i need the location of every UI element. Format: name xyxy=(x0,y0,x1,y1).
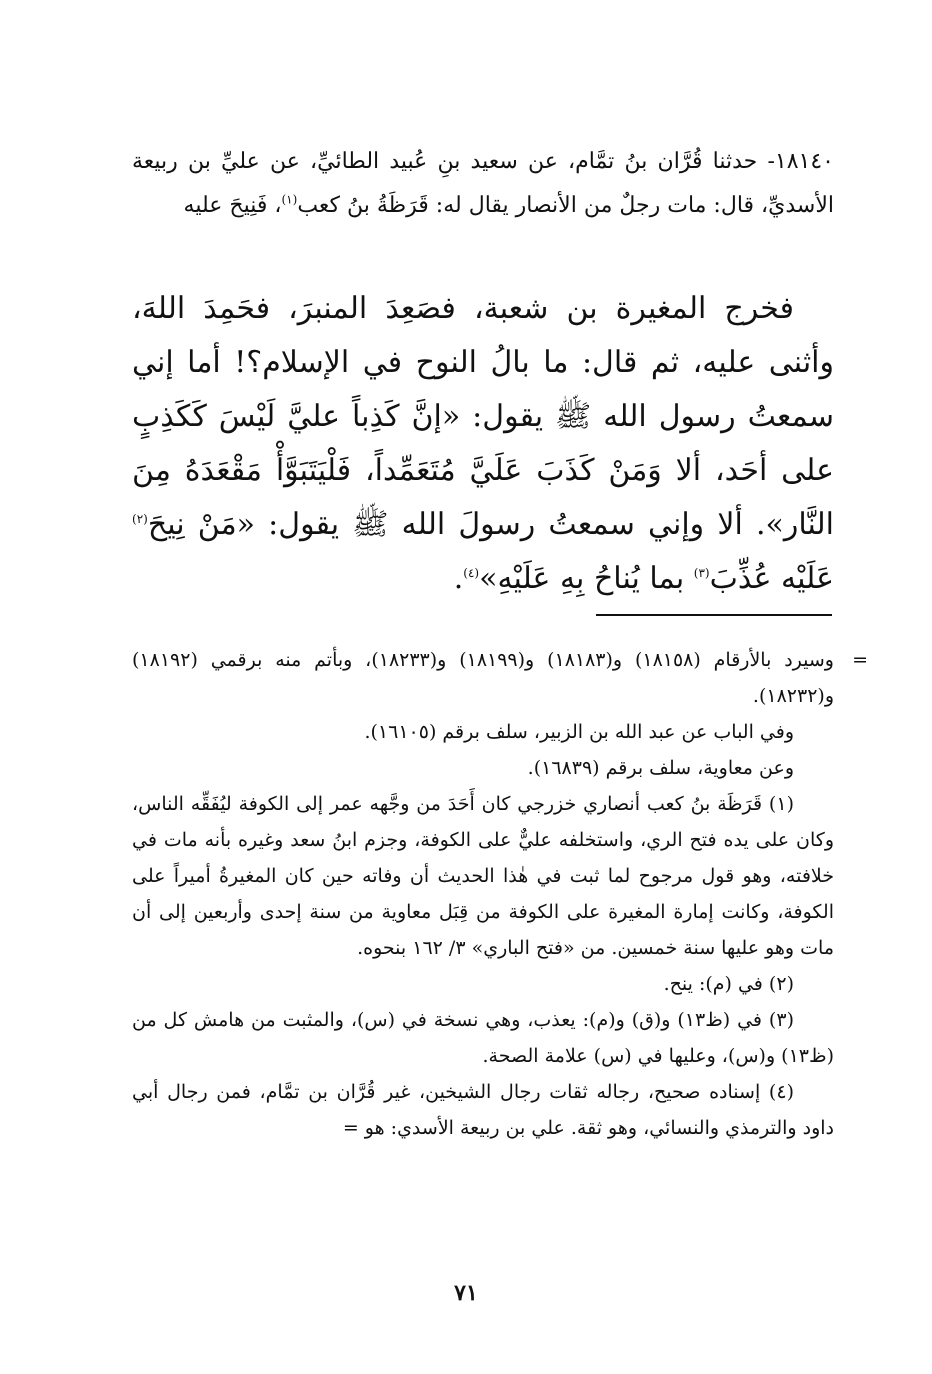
footnote-ref-1[interactable]: (١) xyxy=(281,192,298,207)
footnote-2: (٢) في (م): ينح. xyxy=(663,973,794,995)
footnote-1: (١) قَرَظَة بنُ كعب أنصاري خزرجي كان أَحَدَ من وجَّهه عمر إلى الكوفة ليُفَقِّه الناس، وكان على يده فتح الري، واستخلفه عليٌّ على الكوفة، وجزم ابنُ سعد وغيره بأنه مات في خلافته، وهو قول مرجوح لما ثبت في هٰذا الحديث أن وفاته حين كان المغيرةُ أميراً على الكوفة، وكانت إمارة المغيرة على الكوفة من قِبَل معاوية من سنة إحدى وأربعين إلى أن مات وهو عليها سنة خمسين. من «فتح الباري» ٣/ ١٦٢ بنحوه. xyxy=(132,793,834,959)
hadith-matn-end: . xyxy=(453,561,464,596)
footnote-continuation xyxy=(132,642,868,714)
footnote-muawiya: وعن معاوية، سلف برقم (١٦٨٣٩). xyxy=(527,757,794,779)
page-number: ٧١ xyxy=(454,1280,478,1306)
hadith-isnad-text: ١٨١٤٠- حدثنا قُرَّان بنُ تمَّام، عن سعيد بنِ عُبيد الطائيِّ، عن عليِّ بن ربيعة الأسديِّ، قال: مات رجلٌ من الأنصار يقال له: قَرَظَةُ بنُ كعب xyxy=(132,149,834,218)
footnotes-section xyxy=(132,642,868,1146)
footnote-bab: وفي الباب عن عبد الله بن الزبير، سلف برقم (١٦١٠٥). xyxy=(364,721,794,743)
hadith-matn-paragraph xyxy=(132,282,834,606)
footnote-3: (٣) في (ظ١٣) و(ق) و(م): يعذب، وهي نسخة في (س)، والمثبت من هامش كل من (ظ١٣) و(س)، وعليها في (س) علامة الصحة. xyxy=(132,1009,834,1067)
footnote-ref-4[interactable]: (٤) xyxy=(463,566,480,580)
hadith-isnad-end: ، فَنِيحَ عليه xyxy=(183,193,282,218)
footnote-4: (٤) إسناده صحيح، رجاله ثقات رجال الشيخين، غير قُرَّان بن تمَّام، فمن رجال أبي داود والترمذي والنسائي، وهو ثقة. علي بن ربيعة الأسدي: هو = xyxy=(132,1081,834,1139)
footnote-ref-3[interactable]: (٣) xyxy=(693,566,710,580)
hadith-matn-text-3: بما يُناحُ بِهِ عَلَيْهِ» xyxy=(479,561,694,596)
hadith-isnad-paragraph xyxy=(132,140,834,228)
footnote-separator xyxy=(596,614,832,616)
footnote-continuation-text: وسيرد بالأرقام (١٨١٥٨) و(١٨١٨٣) و(١٨١٩٩) و(١٨٢٣٣)، وبأتم منه برقمي (١٨١٩٢) و(١٨٢٣٢). xyxy=(132,649,834,707)
continuation-marker: = xyxy=(852,649,868,671)
footnote-ref-2[interactable]: (٢) xyxy=(132,512,148,526)
hadith-isnad xyxy=(132,140,834,228)
hadith-matn xyxy=(132,282,834,606)
hadith-matn-text-2: عَلَيْه عُذِّبَ xyxy=(709,561,834,596)
hadith-matn-text-1: فخرج المغيرة بن شعبة، فصَعِدَ المنبرَ، فحَمِدَ اللهَ، وأثنى عليه، ثم قال: ما بالُ النوح في الإسلام؟! أما إني سمعتُ رسول الله ﷺ يقول: «إنَّ كَذِباً عليَّ لَيْسَ كَكَذِبٍ على أحَد، ألا وَمَنْ كَذَبَ عَلَيَّ مُتَعَمِّداً، فَلْيَتَبَوَّأْ مَقْعَدَهُ مِنَ النَّار». ألا وإني سمعتُ رسولَ الله ﷺ يقول: «مَنْ نِيحَ xyxy=(132,291,834,542)
